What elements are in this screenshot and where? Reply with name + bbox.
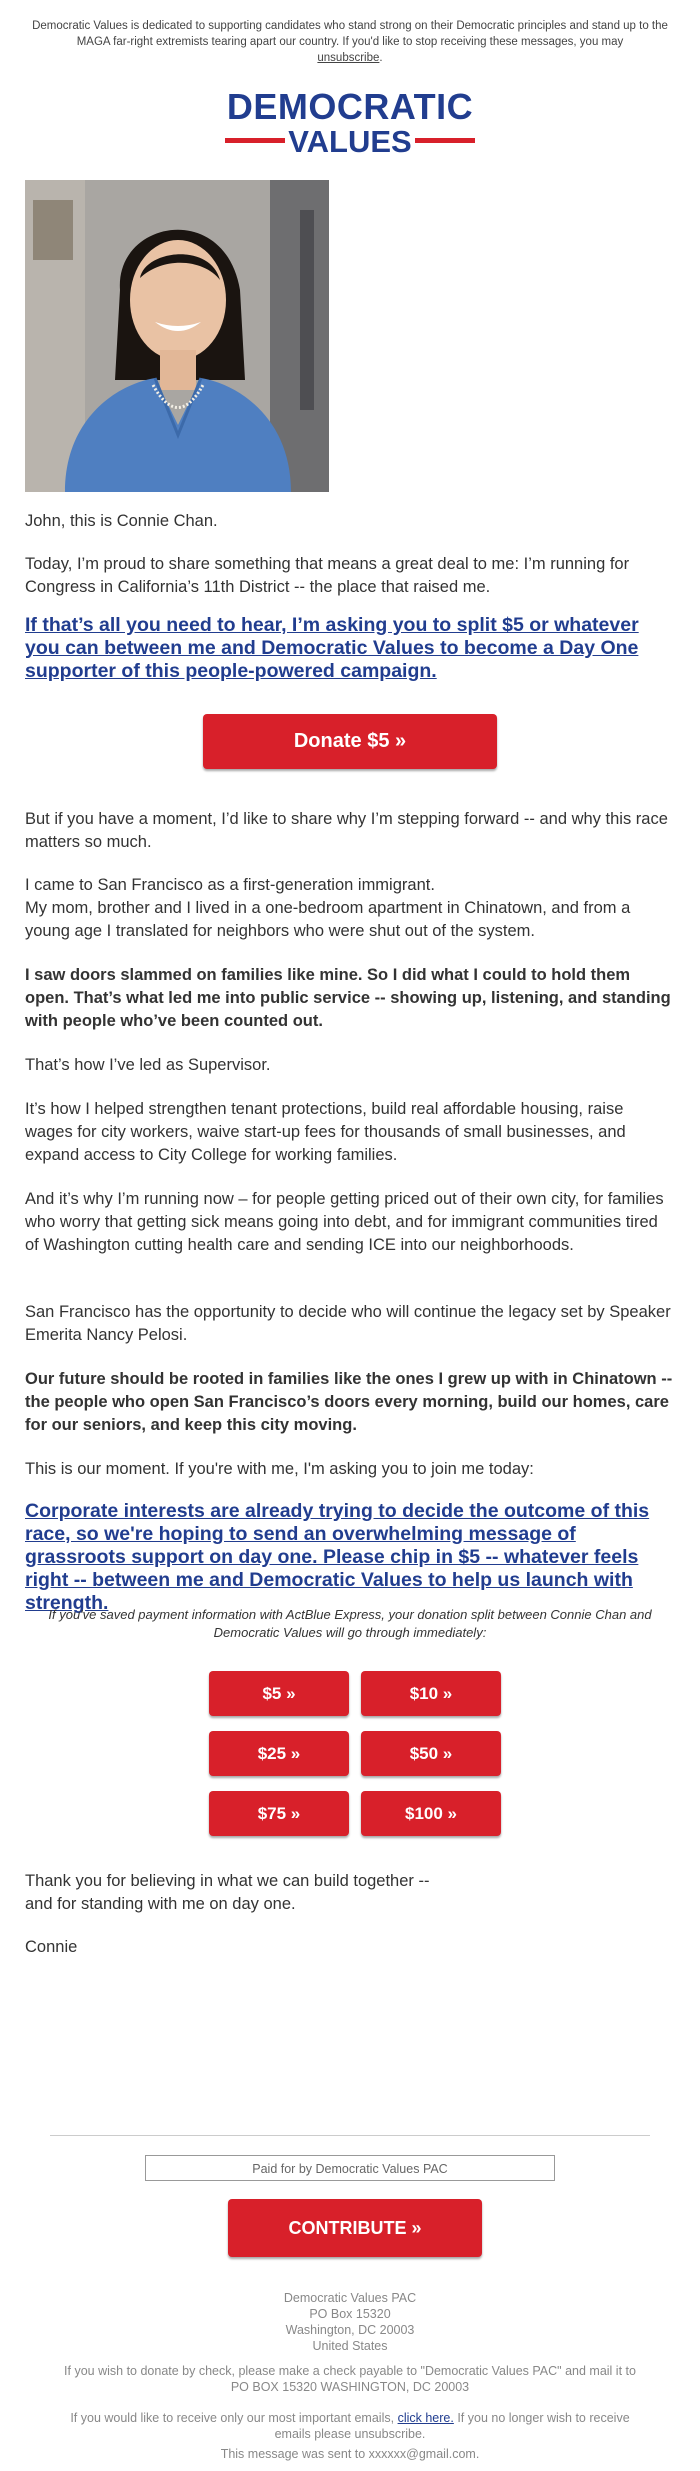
address-line-3: Washington, DC 20003 <box>285 2323 415 2337</box>
paid-for-disclaimer: Paid for by Democratic Values PAC <box>145 2155 555 2181</box>
paragraph-running-now: And it’s why I’m running now – for people getting priced out of their own city, for families who worry that getting sick means going into debt, and for immigrant communities tired of Washington cutting health care and sending ICE into our neighborhoods. <box>25 1190 664 1254</box>
closing-line-1: Thank you for believing in what we can build together -- <box>25 1872 430 1890</box>
email-preferences: If you would like to receive only our most important emails, click here. If you no longer wish to receive emails please unsubscribe. <box>70 2411 630 2441</box>
unsubscribe-link[interactable]: unsubscribe <box>317 52 380 64</box>
greeting: John, this is Connie Chan. <box>25 512 218 530</box>
paragraph-pelosi-legacy: San Francisco has the opportunity to decide who will continue the legacy set by Speaker Emerita Nancy Pelosi. <box>25 1303 671 1344</box>
footer-divider <box>50 2135 650 2136</box>
paragraph-public-service: I saw doors slammed on families like mine. So I did what I could to hold them open. That’s what led me into public service -- showing up, listening, and standing with people who’ve been counted out. <box>25 966 671 1030</box>
amount-50-button[interactable]: $50 » <box>361 1731 501 1776</box>
contribute-button[interactable]: CONTRIBUTE » <box>228 2199 482 2257</box>
address-line-2: PO Box 15320 <box>309 2307 391 2321</box>
donation-ask-link-1[interactable]: If that’s all you need to hear, I’m asking you to split $5 or whatever you can between me and Democratic Values to become a Day One supporter of this people-powered campaign. <box>25 614 639 682</box>
footer-address <box>20 2290 680 2354</box>
signature: Connie <box>25 1938 78 1956</box>
paragraph-future: Our future should be rooted in families like the ones I grew up with in Chinatown -- the people who open San Francisco’s doors every morning, build our homes, care for our seniors, and keep this city moving. <box>25 1370 673 1434</box>
amount-10-button[interactable]: $10 » <box>361 1671 501 1716</box>
paragraph-our-moment: This is our moment. If you're with me, I'm asking you to join me today: <box>25 1460 534 1478</box>
preheader-text: Democratic Values is dedicated to supporting candidates who stand strong on their Democratic principles and stand up to the MAGA far-right extremists tearing apart our country. If you'd like to stop receiving these messages, you may <box>32 20 668 48</box>
paragraph-immigrant-line-1: I came to San Francisco as a first-generation immigrant. <box>25 876 435 894</box>
actblue-express-note: If you've saved payment information with ActBlue Express, your donation split between Connie Chan and Democratic Values will go through immediately: <box>48 1607 652 1640</box>
sent-to-notice: This message was sent to xxxxxx@gmail.com. <box>220 2447 480 2461</box>
candidate-portrait-icon <box>25 180 329 492</box>
address-line-4: United States <box>312 2339 388 2353</box>
paragraph-intro: Today, I’m proud to share something that means a great deal to me: I’m running for Congress in California’s 11th District -- the place that raised me. <box>25 555 630 596</box>
check-donation-note: If you wish to donate by check, please make a check payable to "Democratic Values PAC" and mail it to PO BOX 15320 WASHINGTON, DC 20003 <box>64 2364 636 2394</box>
preferences-link[interactable]: click here. <box>397 2411 454 2425</box>
donation-ask-link-2[interactable]: Corporate interests are already trying to decide the outcome of this race, so we're hoping to send an overwhelming message of grassroots support on day one. Please chip in $5 -- whatever feels right -- between me and Democratic Values to help us launch with strength. <box>25 1500 650 1614</box>
preheader: Democratic Values is dedicated to supporting candidates who stand strong on their Democratic principles and stand up to the MAGA far-right extremists tearing apart our country. If you'd like to stop receiving these messages, you may unsubscribe. <box>32 20 668 64</box>
amount-25-button[interactable]: $25 » <box>209 1731 349 1776</box>
paragraph-immigrant-line-2: My mom, brother and I lived in a one-bedroom apartment in Chinatown, and from a young age I translated for neighbors who were shut out of the system. <box>25 899 631 940</box>
address-line-1: Democratic Values PAC <box>283 2291 417 2305</box>
amount-75-button[interactable]: $75 » <box>209 1791 349 1836</box>
closing <box>25 1870 675 1916</box>
paragraph-record: It’s how I helped strengthen tenant protections, build real affordable housing, raise wages for city workers, waive start-up fees for thousands of small businesses, and expand access to City College for working families. <box>25 1100 626 1164</box>
candidate-photo <box>25 180 329 492</box>
closing-line-2: and for standing with me on day one. <box>25 1895 296 1913</box>
amount-100-button[interactable]: $100 » <box>361 1791 501 1836</box>
logo-line-2: VALUES <box>288 124 412 159</box>
democratic-values-logo <box>225 88 475 160</box>
amount-5-button[interactable]: $5 » <box>209 1671 349 1716</box>
logo-line-1: DEMOCRATIC <box>226 86 474 127</box>
donate-5-button[interactable]: Donate $5 » <box>203 714 497 769</box>
paragraph-immigrant <box>25 874 675 943</box>
paragraph-why: But if you have a moment, I’d like to share why I’m stepping forward -- and why this race matters so much. <box>25 810 668 851</box>
paragraph-supervisor: That’s how I’ve led as Supervisor. <box>25 1056 271 1074</box>
